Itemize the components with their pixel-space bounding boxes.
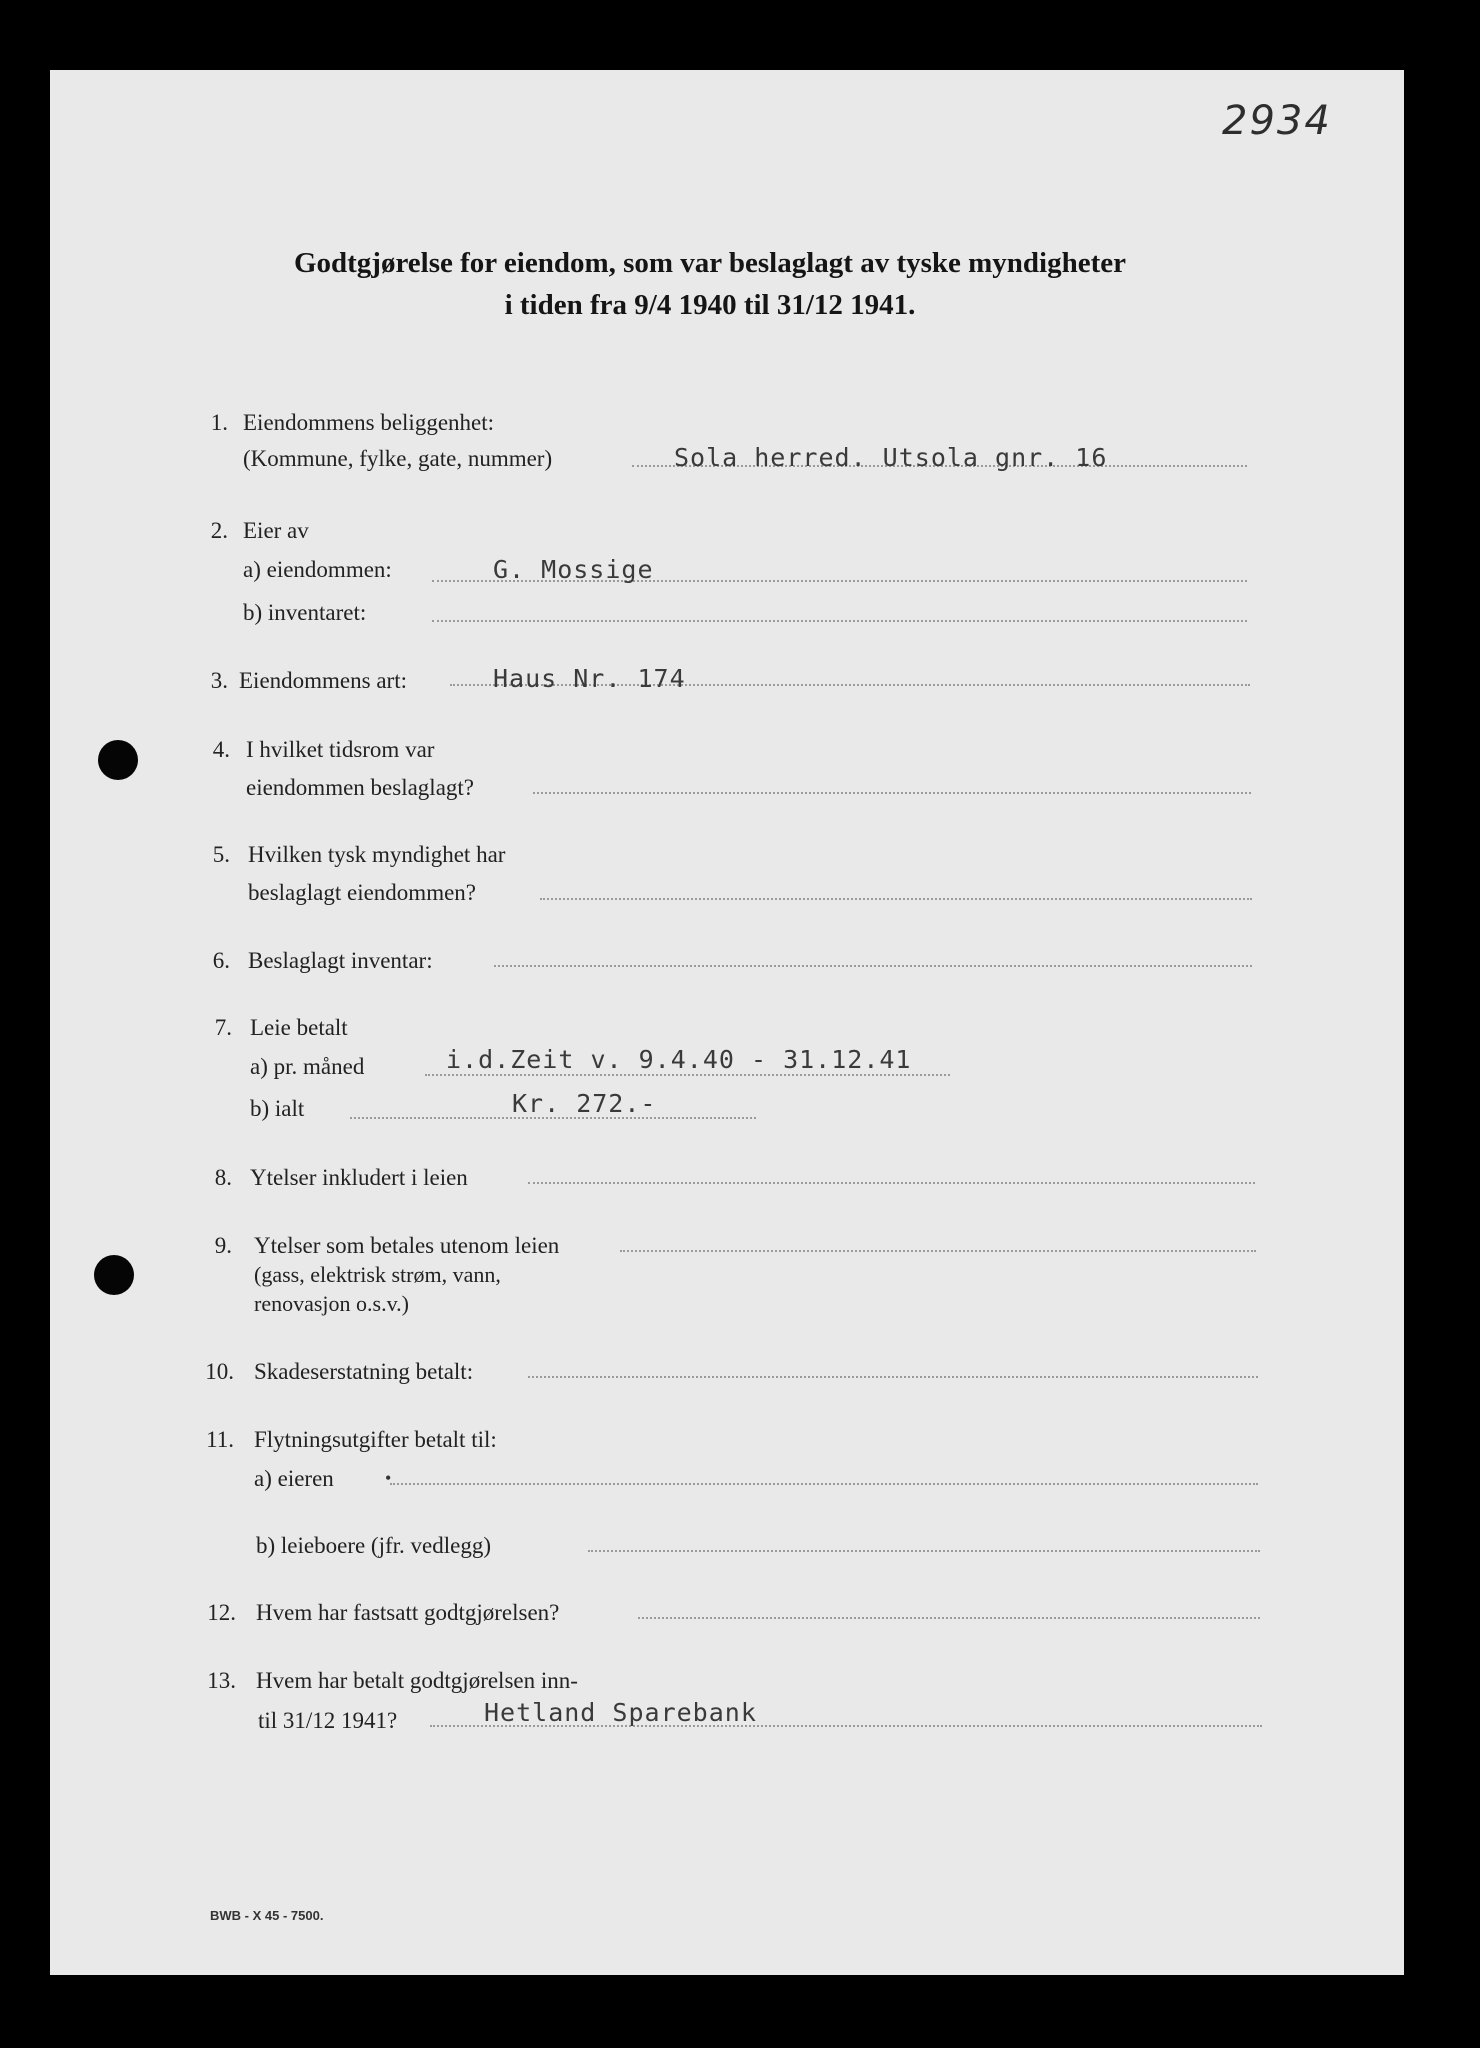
item-10-number: 10. xyxy=(205,1359,234,1384)
item-8-line xyxy=(528,1182,1255,1184)
item-5-number: 5. xyxy=(212,842,230,867)
item-7b-value: Kr. 272.- xyxy=(512,1089,657,1118)
item-11b-label: b) leieboere (jfr. vedlegg) xyxy=(256,1533,491,1558)
item-2b-label: b) inventaret: xyxy=(243,600,367,625)
item-3-label: Eiendommens art: xyxy=(239,668,407,693)
item-1-number: 1. xyxy=(210,410,228,435)
item-8-label: Ytelser inkludert i leien xyxy=(250,1165,468,1190)
punch-hole-lower xyxy=(94,1255,134,1295)
handwritten-page-number: 2934 xyxy=(1222,98,1332,144)
item-10-label: Skadeserstatning betalt: xyxy=(254,1359,474,1384)
item-9-sublabel-2: renovasjon o.s.v.) xyxy=(254,1291,409,1316)
item-5-line xyxy=(540,898,1252,900)
item-11a-label: a) eieren xyxy=(254,1466,334,1491)
item-4-number: 4. xyxy=(212,737,230,762)
item-7a-value: i.d.Zeit v. 9.4.40 - 31.12.41 xyxy=(446,1045,912,1074)
item-13-value: Hetland Sparebank xyxy=(484,1698,757,1727)
item-1-value: Sola herred. Utsola gnr. 16 xyxy=(674,443,1108,472)
item-5-label: Hvilken tysk myndighet har xyxy=(248,842,506,867)
item-2-label: Eier av xyxy=(243,518,309,543)
item-11a-mark: • xyxy=(385,1468,392,1488)
title-line-2: i tiden fra 9/4 1940 til 31/12 1941. xyxy=(504,289,916,321)
item-7a-line xyxy=(425,1074,950,1076)
item-4-label: I hvilket tidsrom var xyxy=(246,737,435,762)
item-11-number: 11. xyxy=(206,1427,234,1452)
item-4-sublabel: eiendommen beslaglagt? xyxy=(246,775,475,800)
item-6-number: 6. xyxy=(212,948,230,973)
item-4-line xyxy=(533,792,1251,794)
item-13-sublabel: til 31/12 1941? xyxy=(258,1708,398,1733)
item-2-number: 2. xyxy=(210,518,228,543)
item-3-value: Haus Nr. 174 xyxy=(493,664,686,693)
item-13-number: 13. xyxy=(207,1668,236,1693)
title-line-1: Godtgjørelse for eiendom, som var beslaglagt av tyske myndigheter xyxy=(293,247,1127,279)
item-9-label: Ytelser som betales utenom leien xyxy=(254,1233,560,1258)
item-6-line xyxy=(494,965,1252,967)
item-7-label: Leie betalt xyxy=(250,1015,348,1040)
item-5-sublabel: beslaglagt eiendommen? xyxy=(248,880,477,905)
form-code: BWB - X 45 - 7500. xyxy=(210,1908,324,1923)
document-title xyxy=(180,242,1240,326)
item-11b-line xyxy=(588,1550,1260,1552)
item-7b-label: b) ialt xyxy=(250,1096,305,1121)
item-12-line xyxy=(638,1617,1260,1619)
item-9-number: 9. xyxy=(214,1233,232,1258)
item-1-sublabel: (Kommune, fylke, gate, nummer) xyxy=(243,446,553,471)
item-1-label: Eiendommens beliggenhet: xyxy=(243,410,495,435)
item-2a-label: a) eiendommen: xyxy=(243,557,392,582)
item-11-label: Flytningsutgifter betalt til: xyxy=(254,1427,497,1452)
item-10-line xyxy=(528,1376,1258,1378)
punch-hole-upper xyxy=(98,740,138,780)
item-9-sublabel-1: (gass, elektrisk strøm, vann, xyxy=(254,1262,501,1287)
item-9-line xyxy=(620,1250,1256,1252)
item-11a-line xyxy=(390,1483,1258,1485)
item-12-number: 12. xyxy=(207,1600,236,1625)
item-2a-value: G. Mossige xyxy=(493,555,654,584)
item-3-number: 3. xyxy=(210,668,228,693)
item-13-label: Hvem har betalt godtgjørelsen inn- xyxy=(256,1668,578,1693)
item-6-label: Beslaglagt inventar: xyxy=(248,948,433,973)
item-8-number: 8. xyxy=(214,1165,232,1190)
item-7-number: 7. xyxy=(214,1015,232,1040)
item-2b-line xyxy=(432,620,1247,622)
item-12-label: Hvem har fastsatt godtgjørelsen? xyxy=(256,1600,560,1625)
item-7a-label: a) pr. måned xyxy=(250,1054,365,1079)
